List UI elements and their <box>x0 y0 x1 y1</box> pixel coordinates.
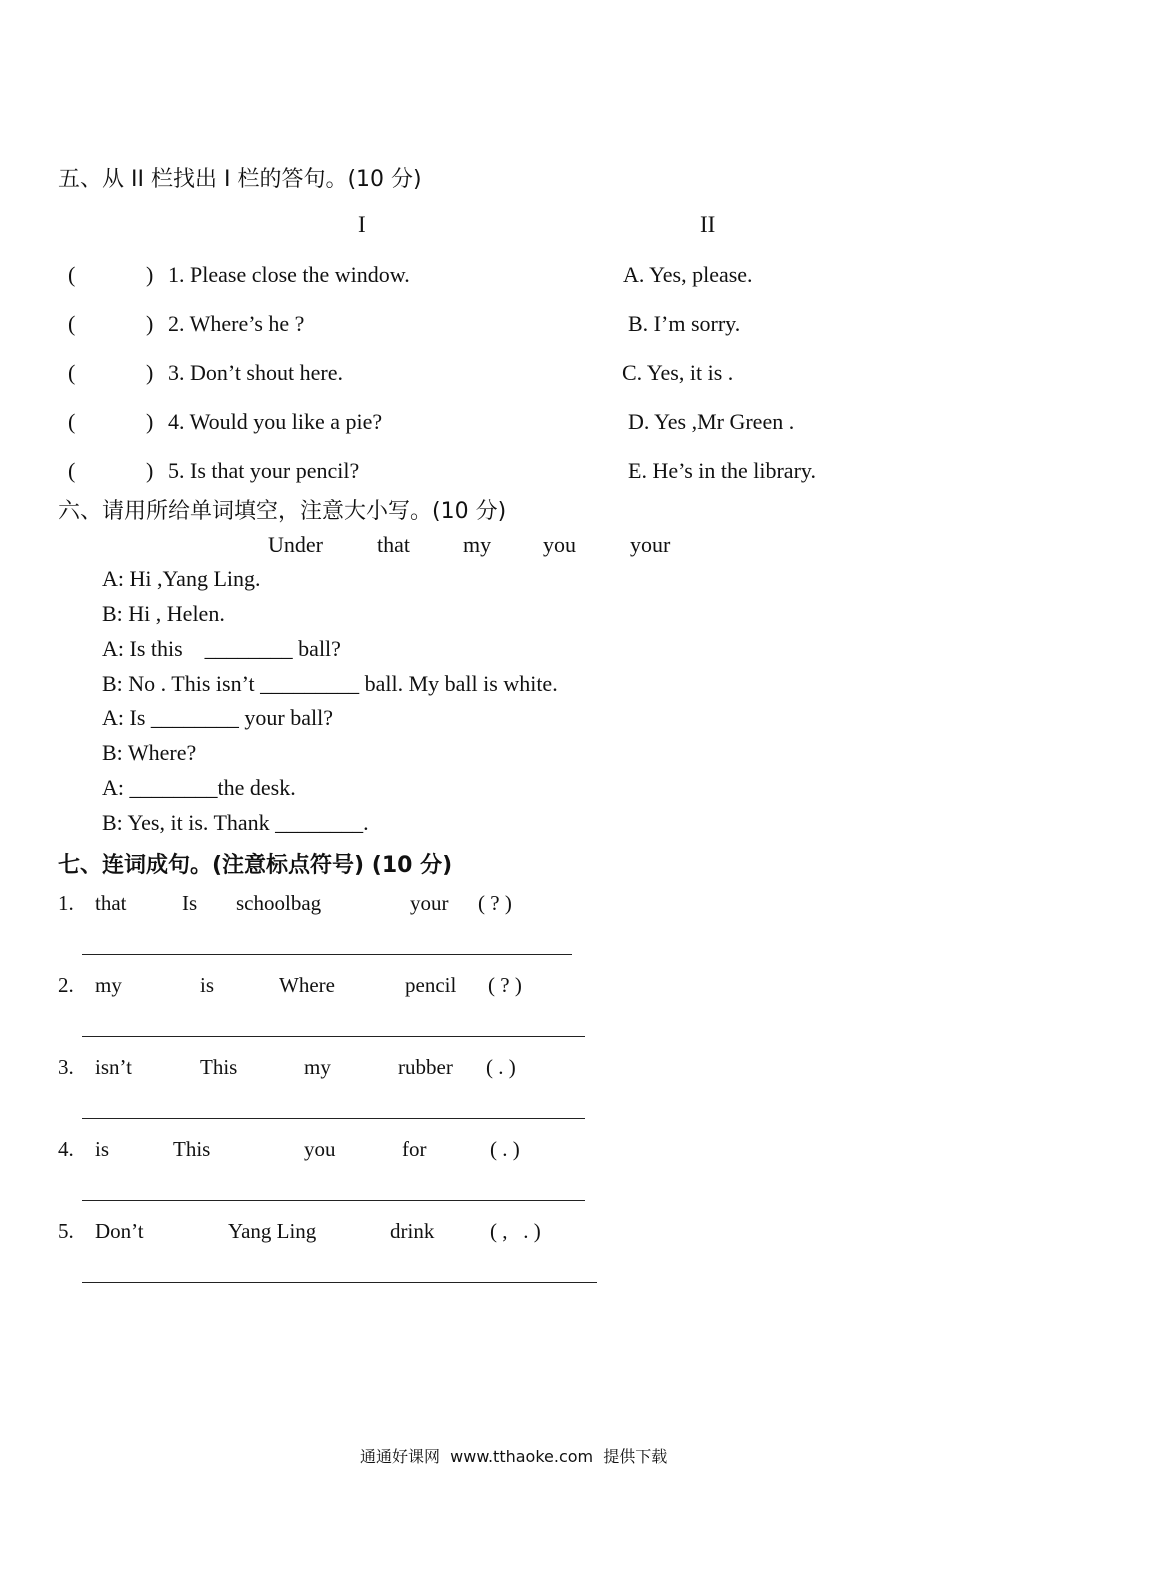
question-text: 3. Don’t shout here. <box>168 360 343 385</box>
dialogue-line: A: ________the desk. <box>102 775 296 800</box>
dialogue-line: A: Is this ________ ball? <box>102 636 341 661</box>
answer-paren-open: ( <box>68 311 76 336</box>
answer-option: D. Yes ,Mr Green . <box>628 409 795 434</box>
answer-paren-close: ) <box>146 262 154 287</box>
answer-paren-close: ) <box>146 409 154 434</box>
word: is <box>95 1137 110 1161</box>
word: schoolbag <box>236 891 322 915</box>
word: Is <box>182 891 198 915</box>
punctuation-hint: ( . ) <box>490 1137 520 1161</box>
dialogue-line: A: Is ________ your ball? <box>102 705 333 730</box>
word: is <box>200 973 215 997</box>
section6-heading: 六、请用所给单词填空，注意大小写。(10 分) <box>58 499 507 524</box>
word-bank-item: Under <box>268 532 323 557</box>
word: drink <box>390 1219 435 1243</box>
item-number: 3. <box>58 1055 74 1079</box>
word: Yang Ling <box>228 1219 317 1243</box>
answer-line <box>82 1118 585 1119</box>
answer-paren-close: ) <box>146 458 154 483</box>
answer-paren-open: ( <box>68 458 76 483</box>
word-bank-item: your <box>630 532 671 557</box>
word: rubber <box>398 1055 453 1079</box>
question-text: 1. Please close the window. <box>168 262 410 287</box>
answer-paren-open: ( <box>68 262 76 287</box>
answer-option: B. I’m sorry. <box>628 311 741 336</box>
dialogue-line: B: No . This isn’t _________ ball. My ball is white. <box>102 671 558 696</box>
answer-paren-close: ) <box>146 360 154 385</box>
dialogue-line: A: Hi ,Yang Ling. <box>102 566 261 591</box>
question-text: 5. Is that your pencil? <box>168 458 360 483</box>
dialogue-line: B: Hi , Helen. <box>102 601 225 626</box>
section5-heading: 五、从 II 栏找出 I 栏的答句。(10 分) <box>58 167 422 192</box>
answer-line <box>82 954 572 955</box>
answer-option: A. Yes, please. <box>623 262 753 287</box>
word: my <box>304 1055 331 1079</box>
question-text: 2. Where’s he ? <box>168 311 305 336</box>
footer-text: 通通好课网 www.tthaoke.com 提供下载 <box>360 1447 668 1466</box>
word: Don’t <box>95 1219 144 1243</box>
question-text: 4. Would you like a pie? <box>168 409 383 434</box>
punctuation-hint: ( , . ) <box>490 1219 541 1243</box>
answer-paren-close: ) <box>146 311 154 336</box>
answer-paren-open: ( <box>68 360 76 385</box>
dialogue-line: B: Where? <box>102 740 197 765</box>
word: you <box>304 1137 336 1161</box>
word: This <box>200 1055 238 1079</box>
word: pencil <box>405 973 457 997</box>
section7-heading: 七、连词成句。(注意标点符号) (10 分) <box>58 853 453 878</box>
word: Where <box>279 973 335 997</box>
item-number: 4. <box>58 1137 74 1161</box>
answer-line <box>82 1200 585 1201</box>
answer-paren-open: ( <box>68 409 76 434</box>
item-number: 1. <box>58 891 74 915</box>
word-bank-item: my <box>463 532 492 557</box>
answer-option: E. He’s in the library. <box>628 458 816 483</box>
item-number: 2. <box>58 973 74 997</box>
column-i-header: I <box>358 212 366 237</box>
item-number: 5. <box>58 1219 74 1243</box>
word: your <box>410 891 449 915</box>
answer-line <box>82 1036 585 1037</box>
answer-option: C. Yes, it is . <box>622 360 734 385</box>
word: for <box>402 1137 427 1161</box>
word: that <box>95 891 127 915</box>
punctuation-hint: ( ? ) <box>488 973 522 997</box>
column-ii-header: II <box>700 212 716 237</box>
word: isn’t <box>95 1055 132 1079</box>
word: my <box>95 973 122 997</box>
word-bank-item: you <box>543 532 576 557</box>
answer-line <box>82 1282 597 1283</box>
dialogue-line: B: Yes, it is. Thank ________. <box>102 810 369 835</box>
punctuation-hint: ( ? ) <box>478 891 512 915</box>
punctuation-hint: ( . ) <box>486 1055 516 1079</box>
word: This <box>173 1137 211 1161</box>
word-bank-item: that <box>377 532 410 557</box>
